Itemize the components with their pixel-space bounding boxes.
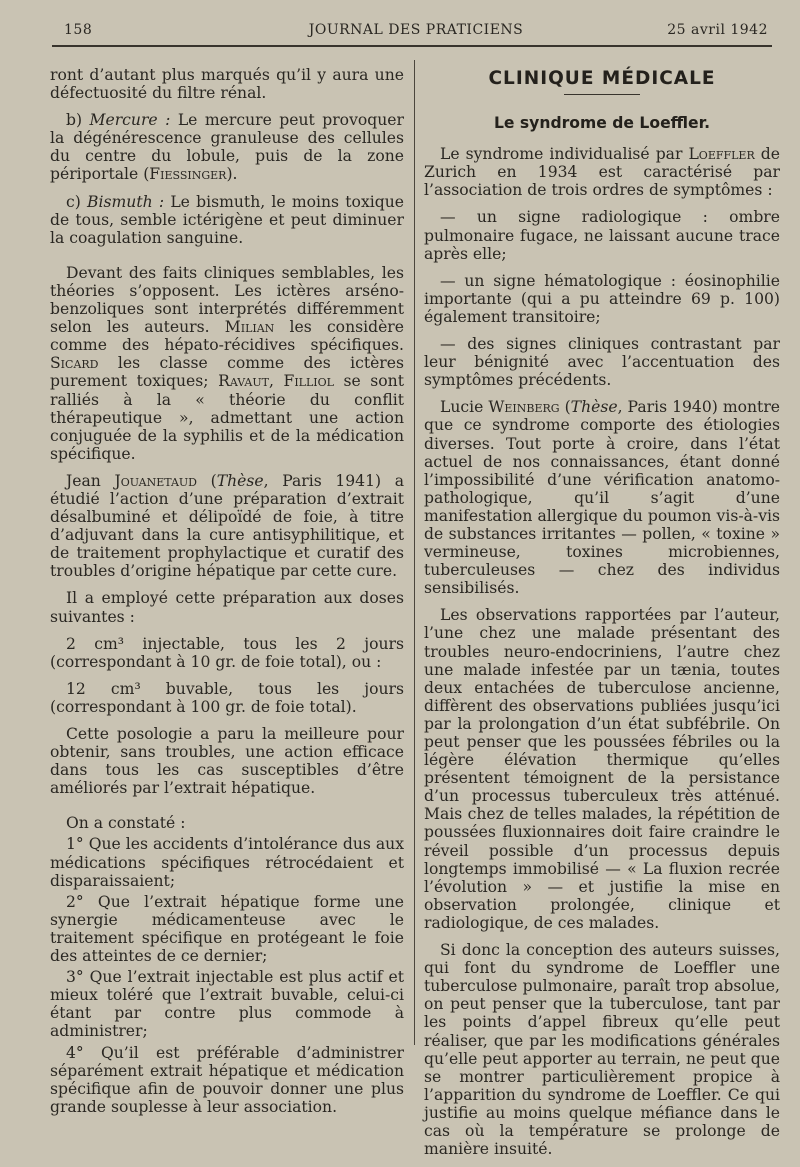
left-column — [50, 66, 404, 1119]
symptom-item: — un signe hématologique : éosinophilie importante (qui a pu atteindre 69 p. 100) également transitoire; — [424, 271, 780, 326]
author-name: Weinberg — [488, 398, 560, 417]
symptom-item: — des signes cliniques contrastant par leur bénignité avec l’accentuation des symptômes précédents. — [424, 335, 780, 390]
journal-title: JOURNAL DES PRATICIENS — [308, 22, 524, 38]
finding-item: 1° Que les accidents d’intolérance dus aux médications spécifiques rétrocédaient et disparaissaient; — [50, 835, 404, 890]
issue-date: 25 avril 1942 — [667, 22, 768, 38]
section-title: CLINIQUE MÉDICALE — [488, 68, 716, 89]
article-title: Le syndrome de Loeffler. — [493, 114, 711, 133]
paragraph-mercure: b) Mercure : Le mercure peut provoquer la dégénérescence granuleuse des cellules du centre du lobule, puis de la zone périportale (Fiessinger). — [50, 111, 404, 184]
finding-item: 3° Que l’extrait injectable est plus actif et mieux toléré que l’extrait buvable, celui-ci étant par contre plus commode à administrer; — [50, 968, 404, 1041]
paragraph-bismuth: c) Bismuth : Le bismuth, le moins toxique de tous, semble ictérigène et peut diminuer la coagulation sanguine. — [50, 192, 404, 247]
right-column — [424, 70, 780, 1167]
page-number: 158 — [64, 22, 93, 38]
author-name: Ravaut — [218, 372, 269, 391]
author-name: Milian — [224, 318, 275, 337]
author-name: Jouanetaud — [114, 471, 198, 490]
paragraph: Si donc la conception des auteurs suisses, qui font du syndrome de Loeffler une tuberculose pulmonaire, paraît trop absolue, on peut penser que la tuberculose, tant par les points d’appel fibreux qu’elle peut réaliser, que par les modifications générales qu’elle peut apporter au terrain, ne peut que se montrer particulièrement propice à l’apparition du syndrome de Loeffler. Ce qui justifie au moins quelque méfiance dans le cas où la température se prolonge de manière insuité. — [424, 941, 780, 1159]
paragraph: Devant des faits cliniques semblables, les théories s’opposent. Les ictères arséno-benzoliques sont interprétés différemment selon les auteurs. Milian les considère comme des hépato-récidives spécifiques. Sicard les classe comme des ictères purement toxiques; Ravaut, Filliol se sont ralliés à la « théorie du conflit thérapeutique », admettant une action conjuguée de la syphilis et de la médication spécifique. — [50, 263, 404, 463]
dose-item: 12 cm³ buvable, tous les jours (correspondant à 100 gr. de foie total). — [50, 679, 404, 716]
header-rule — [52, 45, 772, 47]
paragraph: Cette posologie a paru la meilleure pour obtenir, sans troubles, une action efficace dans tous les cas susceptibles d’être améliorés par l’extrait hépatique. — [50, 725, 404, 798]
finding-item: 4° Qu’il est préférable d’administrer séparément extrait hépatique et médication spécifique afin de pouvoir donner une plus grande souplesse à leur association. — [50, 1043, 404, 1116]
column-divider — [414, 60, 415, 1045]
paragraph: Les observations rapportées par l’auteur, l’une chez une malade présentant des troubles neuro-endocriniens, l’autre chez une malade infestée par un tænia, toutes deux entachées de tuberculose ancienne, diffèrent des observations publiées jusqu’ici par la prolongation d’un état subfébrile. On peut penser que les poussées fébriles ou la légère élévation thermique qu’elles présentent témoignent de la persistance d’un processus tuberculeux très atténué. Mais chez de telles malades, la répétition de poussées fluxionnaires doit faire craindre le réveil possible d’un processus depuis longtemps immobilisé — « La fluxion recrée l’évolution » — et justifie la mise en observation prolongée, clinique et radiologique, de ces malades. — [424, 606, 780, 932]
paragraph: Il a employé cette préparation aux doses suivantes : — [50, 589, 404, 626]
author-name: Fiessinger — [149, 165, 227, 184]
page-header — [64, 22, 768, 42]
author-name: Sicard — [50, 354, 99, 373]
author-name: Loeffler — [688, 145, 755, 164]
section-rule — [564, 94, 640, 95]
author-name: Filliol — [283, 372, 334, 391]
paragraph: Le syndrome individualisé par Loeffler de Zurich en 1934 est caractérisé par l’association de trois ordres de symptômes : — [424, 145, 780, 200]
finding-item: 2° Que l’extrait hépatique forme une synergie médicamenteuse avec le traitement spécifique en protégeant le foie des atteintes de ce dernier; — [50, 892, 404, 966]
paragraph: ront d’autant plus marqués qu’il y aura une défectuosité du filtre rénal. — [50, 66, 404, 103]
dose-item: 2 cm³ injectable, tous les 2 jours (correspondant à 10 gr. de foie total), ou : — [50, 634, 404, 671]
paragraph: On a constaté : — [66, 814, 186, 833]
paragraph: Lucie Weinberg (Thèse, Paris 1940) montre que ce syndrome comporte des étiologies diverses. Tout porte à croire, dans l’état actuel de nos connaissances, étant donné l’impossibilité d’une vérification anatomo-pathologique, qu’il s’agit d’une manifestation allergique du poumon vis-à-vis de substances irritantes — pollen, « toxine » vermineuse, toxines microbiennes, tuberculeuses — chez des individus sensibilisés. — [424, 398, 781, 598]
symptom-item: — un signe radiologique : ombre pulmonaire fugace, ne laissant aucune trace après elle; — [424, 208, 780, 263]
paragraph: Jean Jouanetaud (Thèse, Paris 1941) a étudié l’action d’une préparation d’extrait désalbuminé et délipoïdé de foie, à titre d’adjuvant dans la cure antisyphilitique, et de traitement prophylactique et curatif des troubles d’origine hépatique par cette cure. — [50, 471, 404, 581]
